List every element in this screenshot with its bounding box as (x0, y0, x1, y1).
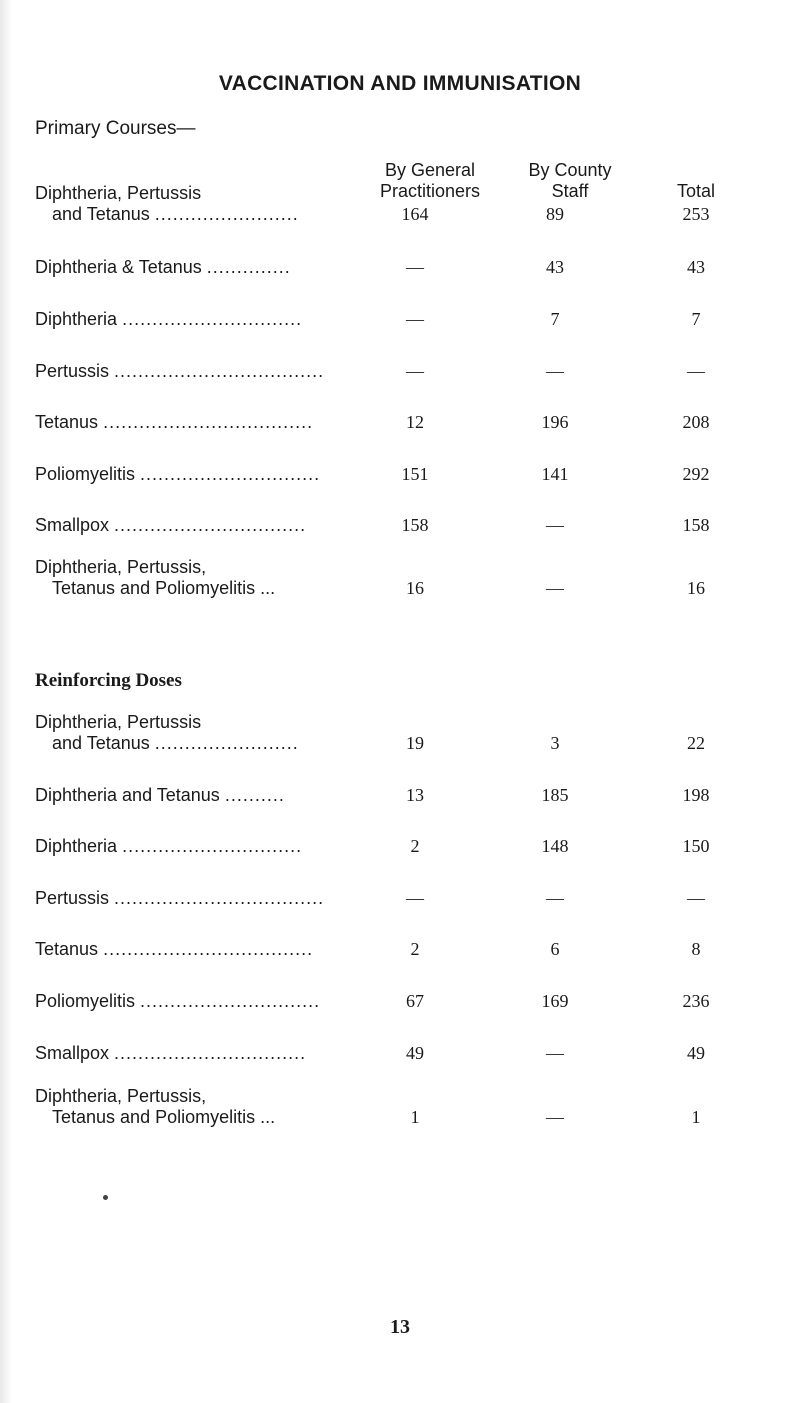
col-head-total: Total (676, 181, 716, 201)
primary-row-county: 89 (546, 204, 564, 224)
reinforcing-row-label: Diphtheria, Pertussis, Tetanus and Poliomyelitis ... (35, 1086, 276, 1127)
primary-row-gp: 12 (406, 412, 424, 432)
col-head-gp-line2: Practitioners (379, 181, 481, 201)
primary-row-total: 208 (682, 412, 710, 432)
primary-row-gp: 151 (401, 464, 429, 484)
primary-row-total: — (687, 361, 705, 381)
reinforcing-row-total: 236 (682, 991, 710, 1011)
primary-row-total: 7 (691, 309, 701, 329)
primary-row-label: Diphtheria .............................. (35, 309, 303, 329)
primary-row-county: 141 (541, 464, 569, 484)
col-head-gp (360, 160, 500, 202)
reinforcing-row-county: — (546, 888, 564, 908)
reinforcing-row-label: Diphtheria .............................. (35, 836, 303, 856)
primary-row-county: — (546, 578, 564, 598)
reinforcing-row-total: — (687, 888, 705, 908)
reinforcing-row-county: 185 (541, 785, 569, 805)
reinforcing-row-county: — (546, 1107, 564, 1127)
reinforcing-row-label: Pertussis ................................... (35, 888, 325, 908)
reinforcing-row-county: 3 (550, 733, 560, 753)
reinforcing-row-gp: — (406, 888, 424, 908)
primary-row-county: 43 (546, 257, 564, 277)
primary-row-total: 292 (682, 464, 710, 484)
reinforcing-row-label: Diphtheria and Tetanus .......... (35, 785, 285, 805)
reinforcing-row-gp: 19 (406, 733, 424, 753)
reinforcing-row-gp: 1 (410, 1107, 420, 1127)
primary-row-label: Tetanus ................................... (35, 412, 314, 432)
reinforcing-row-county: 6 (550, 939, 560, 959)
primary-row-label: Smallpox ................................ (35, 515, 307, 535)
primary-row-total: 43 (687, 257, 705, 277)
primary-row-total: 16 (687, 578, 705, 598)
col-head-county (500, 160, 640, 202)
col-head-county-line2: Staff (551, 181, 589, 201)
primary-row-gp: 164 (401, 204, 429, 224)
col-head-county-line1: By County (528, 160, 612, 180)
reinforcing-row-gp: 67 (406, 991, 424, 1011)
reinforcing-row-county: 148 (541, 836, 569, 856)
primary-row-gp: — (406, 309, 424, 329)
primary-row-total: 158 (682, 515, 710, 535)
reinforcing-row-county: — (546, 1043, 564, 1063)
primary-row-county: 196 (541, 412, 569, 432)
primary-row-gp: — (406, 257, 424, 277)
page-number: 13 (390, 1316, 410, 1338)
primary-courses-heading: Primary Courses— (35, 118, 196, 139)
primary-row-label: Poliomyelitis .............................. (35, 464, 321, 484)
primary-row-label: Diphtheria, Pertussis and Tetanus ........................ (35, 183, 299, 224)
reinforcing-row-label: Poliomyelitis .............................. (35, 991, 321, 1011)
reinforcing-row-gp: 13 (406, 785, 424, 805)
reinforcing-row-gp: 2 (410, 939, 420, 959)
primary-row-county: — (546, 361, 564, 381)
reinforcing-row-total: 150 (682, 836, 710, 856)
reinforcing-row-label: Diphtheria, Pertussis and Tetanus ........................ (35, 712, 299, 753)
primary-row-gp: — (406, 361, 424, 381)
reinforcing-row-total: 198 (682, 785, 710, 805)
primary-row-county: 7 (550, 309, 560, 329)
reinforcing-row-total: 8 (691, 939, 701, 959)
primary-row-gp: 158 (401, 515, 429, 535)
reinforcing-row-total: 22 (687, 733, 705, 753)
col-head-gp-line1: By General (384, 160, 476, 180)
reinforcing-row-total: 1 (691, 1107, 701, 1127)
reinforcing-row-label: Smallpox ................................ (35, 1043, 307, 1063)
primary-row-label: Diphtheria & Tetanus .............. (35, 257, 291, 277)
page-title: VACCINATION AND IMMUNISATION (218, 72, 582, 95)
primary-row-label: Pertussis ................................... (35, 361, 325, 381)
primary-row-county: — (546, 515, 564, 535)
scan-binding-edge (0, 0, 12, 1403)
primary-row-gp: 16 (406, 578, 424, 598)
reinforcing-doses-heading: Reinforcing Doses (35, 670, 182, 691)
reinforcing-row-gp: 49 (406, 1043, 424, 1063)
primary-row-label: Diphtheria, Pertussis, Tetanus and Poliomyelitis ... (35, 557, 276, 598)
primary-row-total: 253 (682, 204, 710, 224)
reinforcing-row-county: 169 (541, 991, 569, 1011)
reinforcing-row-gp: 2 (410, 836, 420, 856)
ink-speck (103, 1195, 108, 1200)
reinforcing-row-label: Tetanus ................................... (35, 939, 314, 959)
reinforcing-row-total: 49 (687, 1043, 705, 1063)
